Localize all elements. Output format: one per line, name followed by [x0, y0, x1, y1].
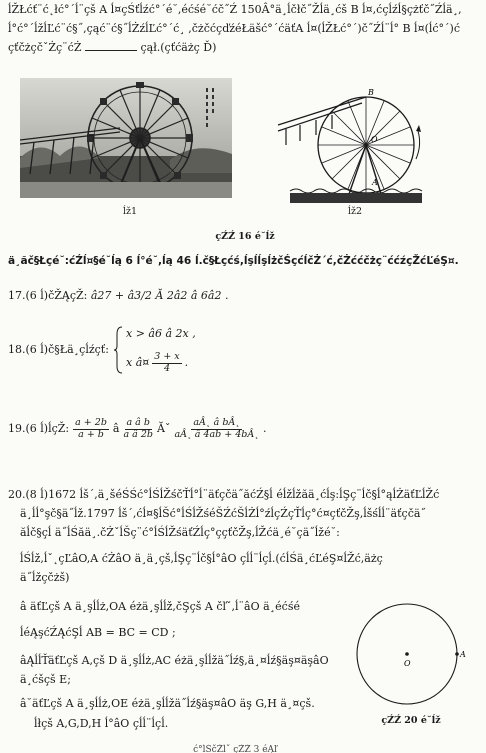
q16-line3-a: çťčżçčˇŻç¨ćŻ [8, 41, 82, 54]
brace [114, 326, 124, 374]
figure-2-wheel-diagram [270, 85, 430, 205]
page-footer: ć°ĺŚčŻĺˇ çŹŹ 3 éĄľ [193, 745, 277, 753]
q19 [8, 418, 266, 441]
q18-ineq1: x > â6 â 2x , [126, 327, 196, 340]
q20-step1b: ĺéĄşćŹĄćŞĺ AB = BC = CD ; [20, 626, 176, 639]
q20-line2: ä¸ĺĺ°şč§ä˝ĺž.1797 ĺš´,ćĺ¤§ĺŠć°ĺŚĺŽśéŠŹćŠĺŻĺ°źĺçŹçŤĺç°ć¤çťčŽş,ĺšśĺĺ¨äťçčä˝ [20, 507, 426, 520]
answer-blank [85, 40, 137, 51]
q16-line3-b: çął.(çťćäżç Ď) [140, 41, 217, 54]
q19-frac1 [73, 418, 109, 441]
q19-op1: â [112, 422, 120, 436]
q18-prefix: 18.(6 ĺ)č§Łä¸çĺźçť: [8, 343, 109, 356]
q16-line1: ĺŽŁćť¨ć˛łć°´ĺ¨çš A ĺ¤çŚťĺźć°´é˘,éćśé˘ćč˝Ź 150Â°ä¸ĺčłč˝Žĺä¸ćš B ĺ¤,ćçĺźĺ§çżťč˝Źĺä¸, [8, 3, 462, 16]
q19-prefix: 19.(6 ĺ)ĺçŽ: [8, 422, 70, 436]
label-A: A [372, 178, 378, 187]
q20-step2b: ä¸ćšçš E; [20, 673, 71, 686]
q19-frac3-den: aÂ˛ â 4ab + 4bÂ˛ [174, 428, 259, 440]
q18-fraction [152, 352, 181, 375]
q17-prefix: 17.(6 ĺ)čŽĄçŽ: [8, 289, 88, 302]
label-O-20: O [404, 659, 411, 668]
q20-conclusion: ĺłçš A,G,D,H ĺ°âO çĺĺ¨ĺçĺ. [34, 717, 169, 730]
q19-frac3 [174, 418, 259, 441]
q20-step2a: âĄĺĺŤäťĽçš A,çš D ä¸şĺĺż,AC éżä¸şĺĺžä˝ĺź§,ä¸¤ĺź§äş¤äşâO [20, 654, 329, 667]
q20-line4: ĺŚĺž,ĺˇ˛çĽâO,A ćŻâO ä¸ä¸çš,ĺŞç¨ĺč§ĺ°âO çĺĺ¨ĺçĺ.(ćĺŚä¸ćĽéŞ¤ĺŽć,äżç [20, 552, 383, 565]
q19-frac2 [123, 418, 153, 441]
label-A-20: A [460, 650, 466, 659]
section-3-heading: ä¸ăč§Łçé˘:ćŹĺ¤§é˘ĺą 6 ĺ°é˘,ĺą 46 ĺ.č§Łçćś,ĺşĺĺşĺżčŚçćĺčŻ´ć,čŻććčżç¨ććźçŽćĽéŞ¤. [8, 255, 459, 267]
q18-frac-num: 3 + x [154, 351, 180, 362]
figure-1-caption: ĺž1 [122, 206, 138, 217]
q20-line3: ăĺč§çĺ ä˝ĺŚăä¸.čŻˇĺŠç¨ć°ĺŚĺŽśäťŹĺç°ççťčŽş,ĺŽćä¸é˘çä˝ĺžé˘: [20, 526, 340, 539]
q19-frac2-den: a â 2b [123, 428, 153, 440]
figure-16-title: çŹŹ 16 é˘ĺž [215, 231, 275, 242]
q20-line5: ä˝ĺžçčżš) [20, 571, 70, 584]
q18-ineq2-lhs: x â¤ [126, 356, 150, 370]
q19-frac1-num: a + 2b [75, 417, 107, 428]
figure-20-caption: çŹŹ 20 é˘ĺž [381, 715, 441, 726]
label-B: B [368, 88, 374, 97]
q17 [8, 288, 478, 304]
q20-line1: 20.(8 ĺ)1672 ĺš´,ä¸šéŚŚć°ĺŚĺŽśčŤĺ°ĺ¨äťçčä˝ăćŹ§ĺ éĺžĺžăä¸ćĺş:ĺŞç¨ĺč§ĺ°ąĺŻäťĽĺŽć [8, 488, 440, 501]
q19-frac3-num: aÂ˛ â bÂ˛ [193, 417, 241, 428]
q17-expression: â27 + â3/2 Ă 2â2 â 6â2 . [90, 289, 229, 302]
q20-step3: â˘äťĽçš A ä¸şĺĺż,OE éżä¸şĺĺžä˝ĺź§äş¤âO äş G,H ä¸¤çš. [20, 697, 315, 710]
figure-20-circle [355, 598, 475, 708]
q18-ineq2-end: . [184, 356, 189, 370]
figure-1-waterwheel-photo [20, 78, 232, 198]
q19-frac2-num: a â b [126, 417, 150, 428]
figure-2-caption: ĺž2 [347, 206, 363, 217]
q18-frac-den: 4 [163, 362, 170, 374]
q16-line3 [8, 40, 478, 56]
q19-op2: Ăˇ [156, 422, 171, 436]
q19-end: . [262, 422, 267, 436]
q18-ineq2 [126, 352, 188, 375]
q20-step1a: â äťĽçš A ä¸şĺĺż,OA éżä¸şĺĺž,čŞçš A čľˇ,ĺ¨âO ä¸éćśé [20, 600, 300, 613]
label-O: O [371, 135, 378, 144]
q16-line2: ĺ°ć°´ĺžĺĽć¨ć§˝,çąć¨ć§˝ĺŻźĺĽć°´ć¸ ,čżčćçďźéŁäšć°´ćäťA ĺ¤(ĺŽŁć°´)č˝Źĺ¨ĺ° B ĺ¤(ĺć°´)ć [8, 22, 460, 35]
q19-frac1-den: a + b [78, 428, 104, 440]
